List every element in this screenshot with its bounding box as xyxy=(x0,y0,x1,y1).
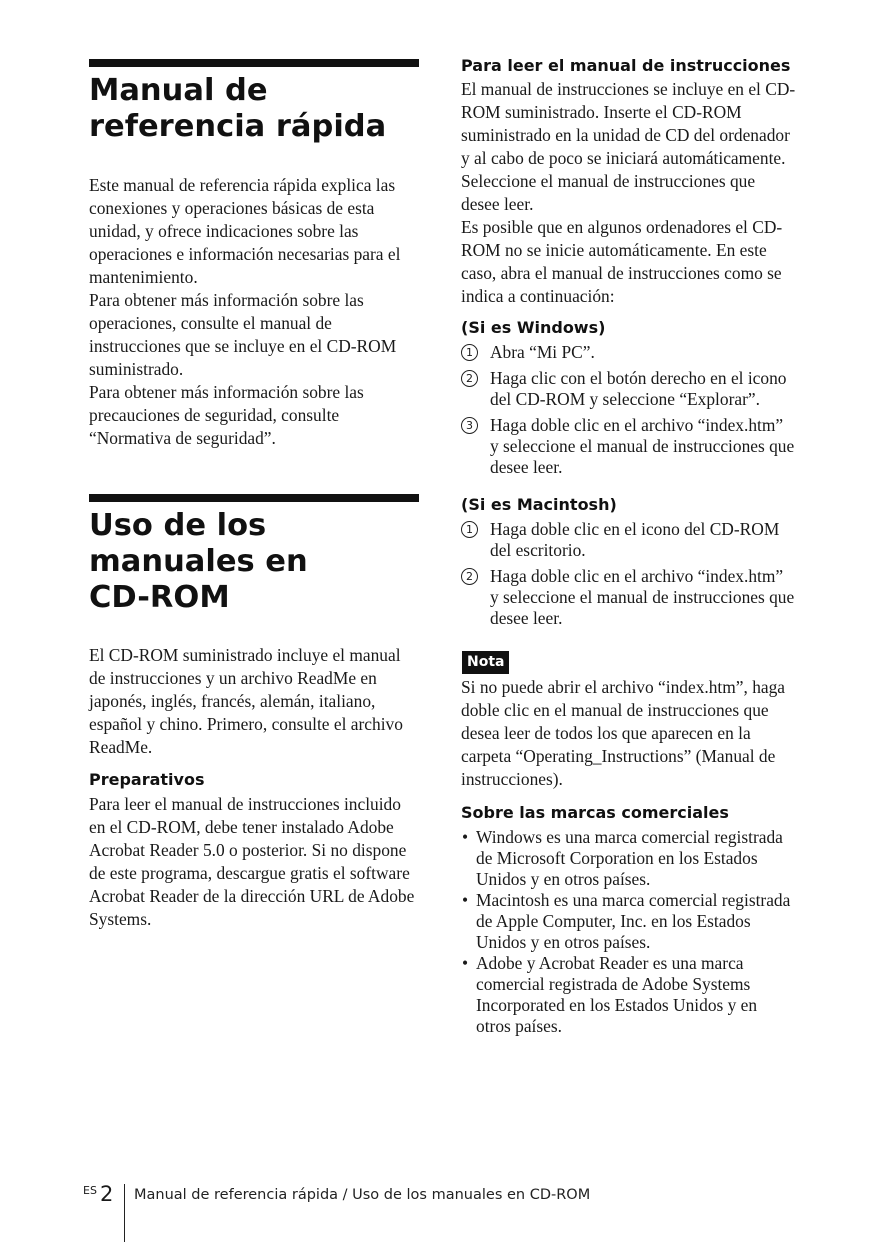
step-item xyxy=(461,519,796,561)
subheading-preparativos: Preparativos xyxy=(89,770,205,789)
section-title-quick-reference: Manual de referencia rápida xyxy=(89,73,387,144)
section-rule xyxy=(89,59,419,67)
section-rule xyxy=(89,494,419,502)
note-badge: Nota xyxy=(462,651,509,674)
subheading-read-manual: Para leer el manual de instrucciones xyxy=(461,56,791,75)
page-number: 2 xyxy=(100,1182,114,1206)
step-item xyxy=(461,566,796,629)
note-text: Si no puede abrir el archivo “index.htm”, haga doble clic en el manual de instrucciones que desea leer de todos los que aparecen en la carpeta “Operating_Instructions” (Manual de instrucciones). xyxy=(461,677,786,789)
step-text: Abra “Mi PC”. xyxy=(490,342,595,362)
paragraph: Este manual de referencia rápida explica las conexiones y operaciones básicas de esta unidad, y ofrece indicaciones sobre las operaciones e información necesarias para el mantenimiento. xyxy=(89,175,401,287)
step-text: Haga clic con el botón derecho en el icono del CD-ROM y seleccione “Explorar”. xyxy=(490,368,787,409)
step-text: Haga doble clic en el archivo “index.htm” y seleccione el manual de instrucciones que desee leer. xyxy=(490,566,795,628)
right-column xyxy=(461,55,796,1037)
list-item: • Windows es una marca comercial registrada de Microsoft Corporation en los Estados Unidos y en otros países. xyxy=(461,827,796,890)
subheading-trademarks: Sobre las marcas comerciales xyxy=(461,803,729,822)
subheading-macintosh: (Si es Macintosh) xyxy=(461,495,617,514)
footer-divider xyxy=(124,1184,125,1242)
paragraph: Para leer el manual de instrucciones incluido en el CD-ROM, debe tener instalado Adobe Acrobat Reader 5.0 o posterior. Si no dispone de este programa, descargue gratis el software Acrobat Reader de la dirección URL de Adobe Systems. xyxy=(89,794,415,929)
trademark-list xyxy=(461,827,796,1037)
circled-number-icon: 3 xyxy=(461,417,478,434)
list-item: • Macintosh es una marca comercial registrada de Apple Computer, Inc. en los Estados Unidos y en otros países. xyxy=(461,890,796,953)
step-text: Haga doble clic en el icono del CD-ROM del escritorio. xyxy=(490,519,780,560)
section-title-cdrom-manuals: Uso de los manuales en CD-ROM xyxy=(89,508,308,615)
step-text: Haga doble clic en el archivo “index.htm” y seleccione el manual de instrucciones que desee leer. xyxy=(490,415,795,477)
step-item xyxy=(461,368,796,410)
circled-number-icon: 1 xyxy=(461,521,478,538)
subheading-windows: (Si es Windows) xyxy=(461,318,606,337)
mac-steps xyxy=(461,519,796,629)
circled-number-icon: 2 xyxy=(461,370,478,387)
circled-number-icon: 1 xyxy=(461,344,478,361)
list-item: • Adobe y Acrobat Reader es una marca comercial registrada de Adobe Systems Incorporated en los Estados Unidos y en otros países. xyxy=(461,953,796,1037)
step-item xyxy=(461,342,796,363)
paragraph: Para obtener más información sobre las precauciones de seguridad, consulte “Normativa de seguridad”. xyxy=(89,382,364,448)
circled-number-icon: 2 xyxy=(461,568,478,585)
footer-running-title: Manual de referencia rápida / Uso de los manuales en CD-ROM xyxy=(134,1187,591,1203)
paragraph: El manual de instrucciones se incluye en el CD-ROM suministrado. Inserte el CD-ROM suministrado en la unidad de CD del ordenador y al cabo de poco se iniciará automáticamente. Seleccione el manual de instrucciones que desee leer. xyxy=(461,79,796,214)
paragraph: Para obtener más información sobre las operaciones, consulte el manual de instrucciones que se incluye en el CD-ROM suministrado. xyxy=(89,290,397,379)
windows-steps xyxy=(461,342,796,478)
left-column xyxy=(89,59,420,931)
paragraph: Es posible que en algunos ordenadores el CD-ROM no se inicie automáticamente. En este caso, abra el manual de instrucciones como se indica a continuación: xyxy=(461,217,783,306)
paragraph: El CD-ROM suministrado incluye el manual de instrucciones y un archivo ReadMe en japonés, inglés, francés, alemán, italiano, español y chino. Primero, consulte el archivo ReadMe. xyxy=(89,645,403,757)
step-item xyxy=(461,415,796,478)
language-code: ES xyxy=(83,1184,97,1197)
